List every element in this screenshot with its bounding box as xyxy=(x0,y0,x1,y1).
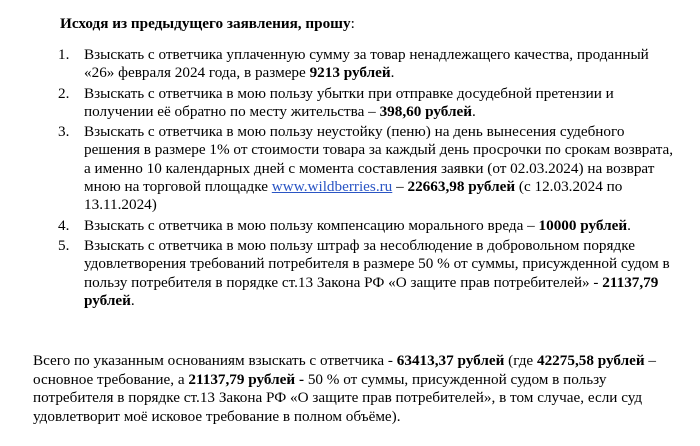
claim-line xyxy=(84,103,674,121)
summary-line xyxy=(33,352,656,371)
claim-number: 3. xyxy=(58,123,70,141)
claim-amount: 22663,98 рублей xyxy=(407,178,516,196)
claim-line xyxy=(84,178,674,196)
claim-line: 13.11.2024) xyxy=(84,196,157,214)
claim-item-1 xyxy=(0,46,700,83)
claim-text: . xyxy=(130,291,135,309)
claim-item-5 xyxy=(0,237,700,310)
claim-line: Взыскать с ответчика в мою пользу неустойку (пеню) на день вынесения судебного xyxy=(84,123,625,141)
claim-number: 2. xyxy=(58,84,70,102)
claim-amount: 9213 рублей xyxy=(309,64,391,82)
claim-text: – xyxy=(392,178,408,196)
claim-amount-unit: рублей xyxy=(84,291,131,309)
claim-text: мною на торговой площадке xyxy=(84,178,272,196)
claim-line: Взыскать с ответчика уплаченную сумму за товар ненадлежащего качества, проданный xyxy=(84,46,649,63)
heading-colon: : xyxy=(350,15,355,32)
claim-text: . xyxy=(390,64,395,82)
summary-line xyxy=(33,371,656,390)
claim-text: (с 12.03.2024 по xyxy=(515,178,623,196)
claim-item-2 xyxy=(0,85,700,122)
claim-line xyxy=(84,274,674,292)
claim-number: 5. xyxy=(58,236,70,254)
summary-paragraph xyxy=(33,352,656,426)
claim-amount: 10000 рублей xyxy=(538,216,628,234)
summary-text: – xyxy=(644,352,656,369)
claim-text: . xyxy=(472,102,476,120)
wildberries-link[interactable]: www.wildberries.ru xyxy=(271,178,393,196)
claim-line: удовлетворения требований потребителя в размере 50 % от суммы, присужденной судом в xyxy=(84,255,670,273)
summary-text: (где xyxy=(504,352,537,369)
section-heading xyxy=(60,14,355,34)
fine-amount: 21137,79 рублей - xyxy=(188,370,305,388)
heading-text: Исходя из предыдущего заявления, прошу xyxy=(60,15,351,32)
claim-text: . xyxy=(627,216,631,234)
claim-line: Взыскать с ответчика в мою пользу убытки при отправке досудебной претензии и xyxy=(84,84,614,102)
claim-line: решения в размере 1% от стоимости товара за каждый день просрочки по срокам возврата, xyxy=(84,141,674,159)
claim-number: 4. xyxy=(58,216,70,234)
claim-line xyxy=(84,292,674,310)
summary-line: потребителя в порядке ст.13 Закона РФ «О защите прав потребителей», в том случае, если суд xyxy=(33,389,643,406)
summary-text: основное требование, а xyxy=(33,370,189,388)
claim-line: а именно 10 календарных дней с момента составления заявки (от 02.03.2024) на возврат xyxy=(84,159,655,177)
main-claim-amount: 42275,58 рублей xyxy=(536,352,645,369)
claim-text: получении её обратно по месту жительства – xyxy=(84,102,380,120)
claim-text: «26» февраля 2024 года, в размере xyxy=(84,64,310,82)
claim-text: пользу потребителя в порядке ст.13 Закона РФ «О защите прав потребителей» - xyxy=(84,273,603,291)
claim-line xyxy=(84,217,674,235)
claim-item-4 xyxy=(0,217,700,235)
claim-number: 1. xyxy=(58,46,70,63)
claim-item-3 xyxy=(0,123,700,214)
claim-line: Взыскать с ответчика в мою пользу штраф за несоблюдение в добровольном порядке xyxy=(84,236,635,254)
claim-amount: 398,60 рублей xyxy=(379,102,472,120)
total-amount: 63413,37 рублей xyxy=(396,352,505,369)
claims-list xyxy=(0,46,700,310)
claim-text: Взыскать с ответчика в мою пользу компенсацию морального вреда – xyxy=(84,216,539,234)
claim-amount: 21137,79 xyxy=(602,273,659,291)
summary-line: удовлетворит моё исковое требование в полном объёме). xyxy=(33,407,401,425)
summary-text: Всего по указанным основаниям взыскать с ответчика - xyxy=(33,352,397,369)
summary-text: 50 % от суммы, присужденной судом в пользу xyxy=(304,370,607,388)
claim-line xyxy=(84,64,674,82)
